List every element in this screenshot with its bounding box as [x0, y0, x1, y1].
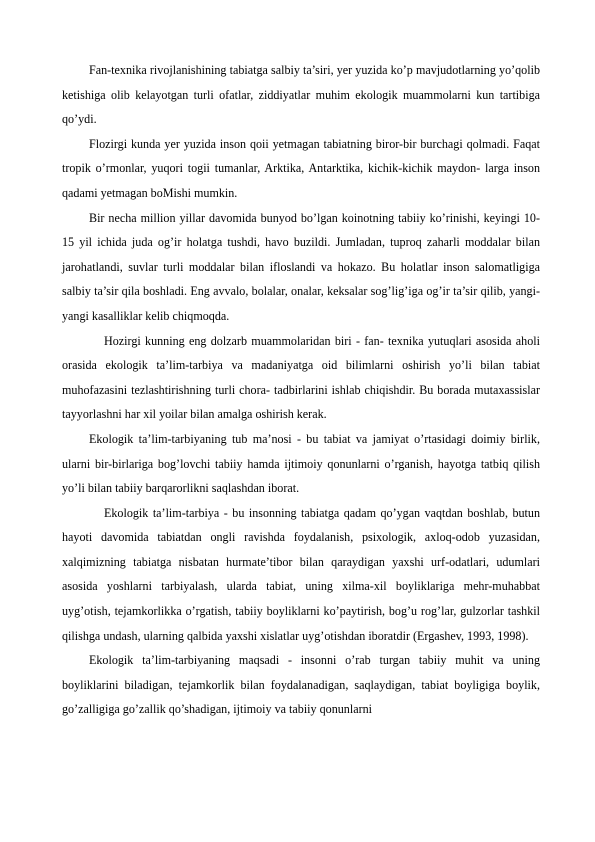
paragraph-5: Ekologik ta’lim-tarbiyaning tub ma’nosi - bu tabiat va jamiyat o’rtasidagi doimiy birlik, ularni bir-birlariga bog’lovchi tabiiy hamda ijtimoiy qonunlarni o’rganish, hayotga tatbiq qilish yo’li bilan tabiiy barqarorlikni saqlashdan iborat.	[62, 431, 540, 496]
paragraph-4: Hozirgi kunning eng dolzarb muammolaridan biri - fan- texnika yutuqlari asosida aholi orasida ekologik ta’lim-tarbiya va madaniyatga oid bilimlarni oshirish yo’li bilan tabiat muhofazasini tezlashtirishning turli chora- tadbirlarini ishlab chiqishdir. Bu borada mutaxassislar tayyorlashni har xil yoilar bilan amalga oshirish kerak.	[62, 333, 540, 422]
paragraph-3: Bir necha million yillar davomida bunyod bo’lgan koinotning tabiiy ko’rinishi, keyingi 10-15 yil ichida juda og’ir holatga tushdi, havo buzildi. Jumladan, tuproq zaharli moddalar bilan jarohatlandi, suvlar turli moddalar bilan ifloslandi va hokazo. Bu holatlar inson salomatligiga salbiy ta’sir qila boshladi. Eng avvalo, bolalar, onalar, keksalar sog’lig’iga og’ir ta’sir qilib, yangi-yangi kasalliklar kelib chiqmoqda.	[62, 210, 540, 323]
paragraph-6: Ekologik ta’lim-tarbiya - bu insonning tabiatga qadam qo’ygan vaqtdan boshlab, butun hayoti davomida tabiatdan ongli ravishda foydalanish, psixologik, axloq-odob yuzasidan, xalqimizning tabiatga nisbatan hurmate’tibor bilan qaraydigan yaxshi urf-odatlari, udumlari asosida yoshlarni tarbiyalash, ularda tabiat, uning xilma-xil boyliklariga mehr-muhabbat uyg’otish, tejamkorlikka o’rgatish, tabiiy boyliklarni ko’paytirish, bog’u rog’lar, gulzorlar tashkil qilishga undash, ularning qalbida yaxshi xislatlar uyg’otishdan iboratdir (Ergashev, 1993, 1998).	[62, 505, 540, 643]
document-body	[62, 58, 540, 722]
paragraph-1: Fan-texnika rivojlanishining tabiatga salbiy ta’siri, yer yuzida ko’p mavjudotlarning yo’qolib ketishiga olib kelayotgan turli ofatlar, ziddiyatlar muhim ekologik muammolarni kun tartibiga qo’ydi.	[62, 63, 540, 127]
paragraph-2: Flozirgi kunda yer yuzida inson qoii yetmagan tabiatning biror-bir burchagi qolmadi. Faqat tropik o’rmonlar, yuqori togii tumanlar, Arktika, Antarktika, kichik-kichik maydon- larga inson qadami yetmagan boMishi mumkin.	[62, 136, 540, 200]
paragraph-7: Ekologik ta’lim-tarbiyaning maqsadi - insonni o’rab turgan tabiiy muhit va uning boyliklarini biladigan, tejamkorlik bilan foydalanadigan, saqlaydigan, tabiat boyligiga boylik, go’zalligiga go’zallik qo’shadigan, ijtimoiy va tabiiy qonunlarni	[62, 653, 540, 717]
